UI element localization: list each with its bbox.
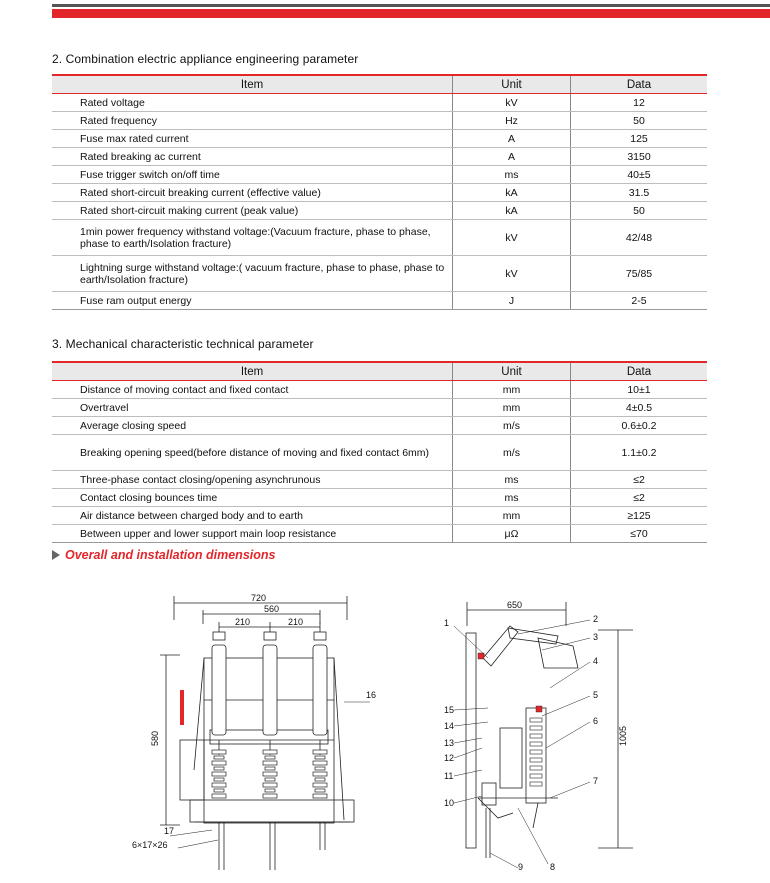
row-data: 2-5 xyxy=(571,292,708,310)
row-item: Rated breaking ac current xyxy=(52,148,453,166)
dim-side-height: 1005 xyxy=(618,725,628,746)
dim-width-inner: 560 xyxy=(264,604,280,614)
row-data: 10±1 xyxy=(571,381,708,399)
holes-spec: 6×17×26 xyxy=(132,840,168,850)
table-row xyxy=(52,381,707,399)
row-unit: m/s xyxy=(453,417,571,435)
header-stripe xyxy=(52,0,770,20)
row-item: Rated frequency xyxy=(52,112,453,130)
table-row xyxy=(52,489,707,507)
row-item: Average closing speed xyxy=(52,417,453,435)
row-unit: kV xyxy=(453,220,571,256)
table-row xyxy=(52,507,707,525)
section3-title: 3. Mechanical characteristic technical parameter xyxy=(52,337,314,351)
row-data: 0.6±0.2 xyxy=(571,417,708,435)
table-row xyxy=(52,435,707,471)
dim-height: 580 xyxy=(150,730,160,746)
row-unit: m/s xyxy=(453,435,571,471)
col-header-item: Item xyxy=(52,362,453,381)
front-view-drawing xyxy=(120,590,390,880)
row-unit: kA xyxy=(453,184,571,202)
row-data: 4±0.5 xyxy=(571,399,708,417)
row-item: Distance of moving contact and fixed contact xyxy=(52,381,453,399)
row-unit: mm xyxy=(453,399,571,417)
callout-10: 10 xyxy=(444,798,455,808)
row-data: 31.5 xyxy=(571,184,708,202)
row-data: 1.1±0.2 xyxy=(571,435,708,471)
row-unit: ms xyxy=(453,489,571,507)
row-item: Rated short-circuit making current (peak value) xyxy=(52,202,453,220)
engineering-parameter-table xyxy=(52,74,707,310)
dim-pitch-left: 210 xyxy=(235,617,251,627)
row-unit: kA xyxy=(453,202,571,220)
row-item: Fuse max rated current xyxy=(52,130,453,148)
table-row xyxy=(52,148,707,166)
row-item: Contact closing bounces time xyxy=(52,489,453,507)
row-unit: Hz xyxy=(453,112,571,130)
row-data: 40±5 xyxy=(571,166,708,184)
table-row xyxy=(52,292,707,310)
table-row xyxy=(52,130,707,148)
table-row xyxy=(52,166,707,184)
callout-3: 3 xyxy=(593,632,599,642)
row-unit: μΩ xyxy=(453,525,571,543)
callout-17: 17 xyxy=(164,826,175,836)
col-header-item: Item xyxy=(52,75,453,94)
row-item: Breaking opening speed(before distance of moving and fixed contact 6mm) xyxy=(52,435,453,471)
table-row xyxy=(52,399,707,417)
row-unit: ms xyxy=(453,166,571,184)
row-data: 12 xyxy=(571,94,708,112)
row-item: 1min power frequency withstand voltage:(Vacuum fracture, phase to phase, phase to earth/Isolation fracture) xyxy=(52,220,453,256)
callout-1: 1 xyxy=(444,618,450,628)
row-unit: ms xyxy=(453,471,571,489)
row-data: 50 xyxy=(571,202,708,220)
callout-9: 9 xyxy=(518,862,524,872)
callout-5: 5 xyxy=(593,690,599,700)
table-row xyxy=(52,220,707,256)
row-data: ≤70 xyxy=(571,525,708,543)
row-item: Rated short-circuit breaking current (effective value) xyxy=(52,184,453,202)
row-unit: kV xyxy=(453,94,571,112)
dim-depth: 650 xyxy=(507,600,523,610)
row-data: 3150 xyxy=(571,148,708,166)
mechanical-parameter-table xyxy=(52,361,707,543)
table-row xyxy=(52,202,707,220)
dim-pitch-right: 210 xyxy=(288,617,304,627)
section2-title: 2. Combination electric appliance engineering parameter xyxy=(52,52,359,66)
row-item: Three-phase contact closing/opening asynchrunous xyxy=(52,471,453,489)
row-unit: A xyxy=(453,130,571,148)
row-unit: mm xyxy=(453,507,571,525)
table-row xyxy=(52,256,707,292)
table-row xyxy=(52,94,707,112)
callout-8: 8 xyxy=(550,862,556,872)
callout-11: 11 xyxy=(444,771,454,781)
row-data: 125 xyxy=(571,130,708,148)
table-row xyxy=(52,417,707,435)
callout-2: 2 xyxy=(593,614,599,624)
dimensions-title: Overall and installation dimensions xyxy=(52,548,275,562)
table-row xyxy=(52,184,707,202)
dim-width-overall: 720 xyxy=(251,593,267,603)
col-header-unit: Unit xyxy=(453,362,571,381)
row-data: ≤2 xyxy=(571,471,708,489)
table-row xyxy=(52,471,707,489)
callout-14: 14 xyxy=(444,721,455,731)
row-unit: A xyxy=(453,148,571,166)
callout-6: 6 xyxy=(593,716,599,726)
callout-4: 4 xyxy=(593,656,599,666)
col-header-data: Data xyxy=(571,362,708,381)
row-item: Fuse ram output energy xyxy=(52,292,453,310)
row-item: Lightning surge withstand voltage:( vacuum fracture, phase to phase, phase to earth/Isolation fracture) xyxy=(52,256,453,292)
row-data: 42/48 xyxy=(571,220,708,256)
row-item: Rated voltage xyxy=(52,94,453,112)
row-unit: kV xyxy=(453,256,571,292)
row-data: 75/85 xyxy=(571,256,708,292)
row-data: 50 xyxy=(571,112,708,130)
row-item: Fuse trigger switch on/off time xyxy=(52,166,453,184)
row-data: ≤2 xyxy=(571,489,708,507)
callout-13: 13 xyxy=(444,738,455,748)
row-unit: mm xyxy=(453,381,571,399)
row-item: Overtravel xyxy=(52,399,453,417)
triangle-bullet-icon xyxy=(52,550,60,560)
table-row xyxy=(52,525,707,543)
side-view-drawing xyxy=(438,598,648,880)
row-data: ≥125 xyxy=(571,507,708,525)
table-row xyxy=(52,112,707,130)
row-unit: J xyxy=(453,292,571,310)
callout-16: 16 xyxy=(366,690,377,700)
col-header-data: Data xyxy=(571,75,708,94)
callout-12: 12 xyxy=(444,753,455,763)
callout-7: 7 xyxy=(593,776,599,786)
row-item: Air distance between charged body and to earth xyxy=(52,507,453,525)
row-item: Between upper and lower support main loop resistance xyxy=(52,525,453,543)
callout-15: 15 xyxy=(444,705,455,715)
col-header-unit: Unit xyxy=(453,75,571,94)
